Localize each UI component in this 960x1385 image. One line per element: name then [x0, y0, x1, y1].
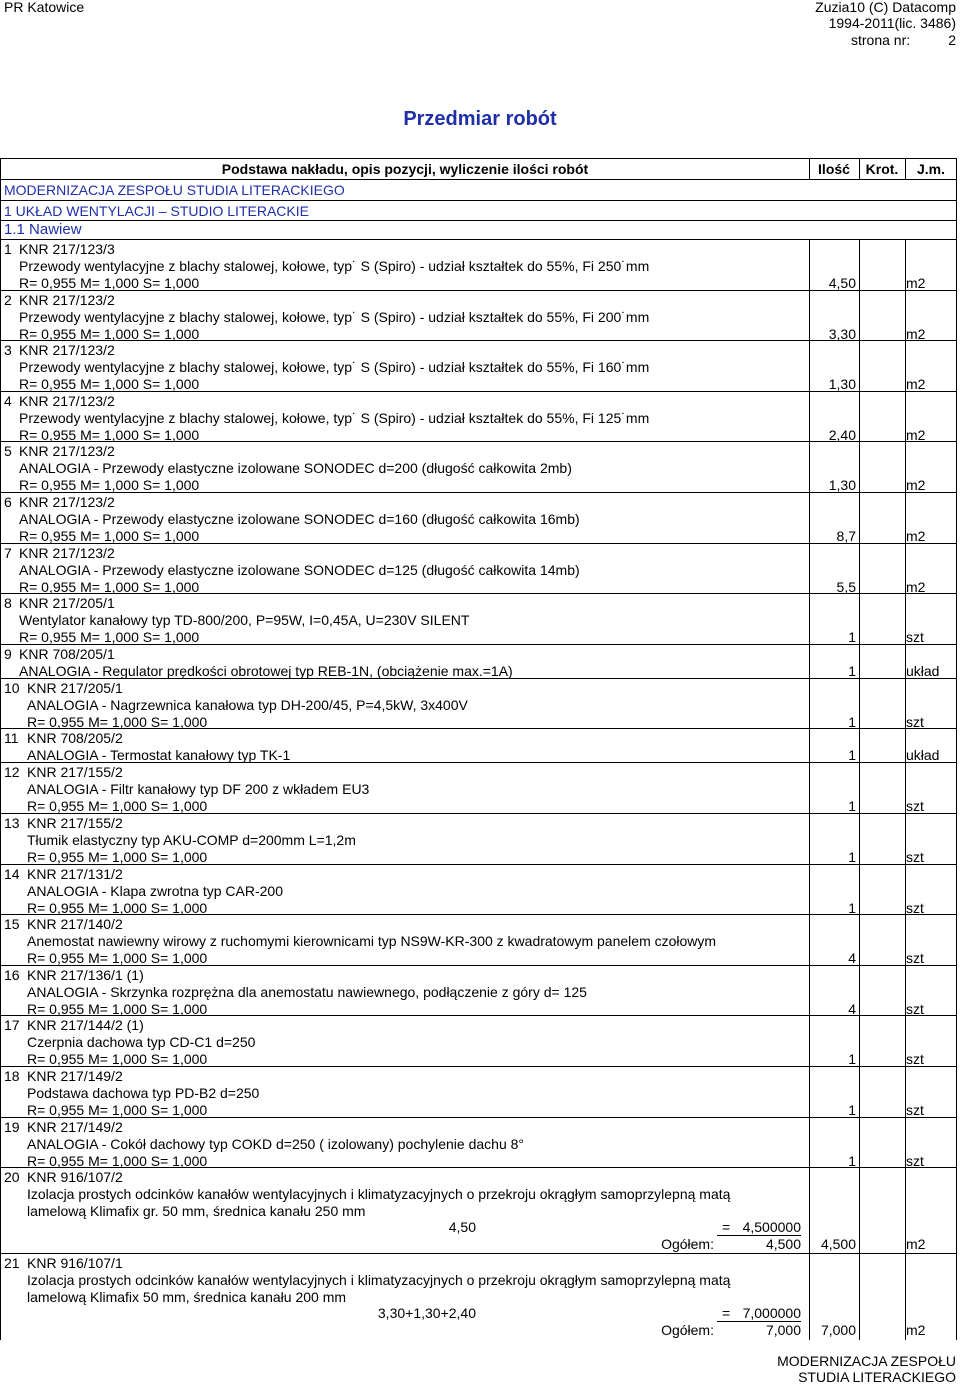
item-number: 15: [4, 916, 20, 933]
item-quantity: 1: [848, 1051, 856, 1068]
item-description: ANALOGIA - Przewody elastyczne izolowane SONODEC d=125 (długość całkowita 14mb): [19, 561, 580, 578]
item-quantity: 4,50: [828, 275, 856, 291]
item-number: 21: [4, 1255, 20, 1272]
software-name: Zuzia10 (C) Datacomp: [815, 0, 956, 15]
section-name: 1 UKŁAD WENTYLACJI – STUDIO LITERACKIE: [4, 203, 309, 219]
item-knr-code: KNR 217/123/2: [19, 544, 115, 561]
table-row: [1, 865, 956, 916]
item-quantity: 4: [848, 1000, 856, 1017]
table-row: [1, 392, 956, 443]
total-label: Ogółem:: [661, 1236, 714, 1253]
item-knr-code: KNR 217/123/2: [19, 342, 115, 359]
item-coefficients: R= 0,955 M= 1,000 S= 1,000: [19, 376, 200, 393]
item-quantity: 1: [848, 848, 856, 865]
calc-expression: 3,30+1,30+2,40: [377, 1305, 476, 1322]
page-title: Przedmiar robót: [403, 108, 557, 130]
item-description-cont: lamelową Klimafix 50 mm, średnica kanału 200 mm: [27, 1289, 347, 1306]
item-number: 11: [4, 730, 19, 747]
item-unit: szt: [906, 950, 924, 967]
item-quantity: 5,5: [836, 578, 856, 595]
item-quantity: 4,500: [820, 1236, 856, 1253]
item-knr-code: KNR 217/123/2: [19, 493, 115, 510]
item-description: Przewody wentylacyjne z blachy stalowej, kołowe, typ˙ S (Spiro) - udział kształtek do 55%, Fi 160˙mm: [19, 359, 650, 376]
item-coefficients: R= 0,955 M= 1,000 S= 1,000: [27, 1101, 208, 1118]
item-description: ANALOGIA - Nagrzewnica kanałowa typ DH-200/45, P=4,5kW, 3x400V: [27, 696, 468, 713]
item-knr-code: KNR 217/123/2: [19, 443, 115, 460]
table-row: [1, 915, 956, 966]
item-unit: szt: [906, 1000, 924, 1017]
item-number: 3: [4, 342, 12, 359]
item-quantity: 1: [848, 1152, 856, 1169]
table-row: [1, 544, 956, 595]
item-knr-code: KNR 217/149/2: [27, 1118, 123, 1135]
item-knr-code: KNR 217/149/2: [27, 1067, 123, 1084]
table-row: [1, 729, 956, 763]
item-description: Przewody wentylacyjne z blachy stalowej, kołowe, typ˙ S (Spiro) - udział kształtek do 55%, Fi 250˙mm: [19, 258, 650, 274]
item-description: ANALOGIA - Przewody elastyczne izolowane SONODEC d=160 (długość całkowita 16mb): [19, 510, 580, 527]
item-number: 6: [4, 493, 12, 510]
item-number: 7: [4, 544, 12, 561]
item-number: 8: [4, 595, 12, 612]
item-coefficients: R= 0,955 M= 1,000 S= 1,000: [27, 950, 208, 967]
item-quantity: 8,7: [836, 527, 856, 544]
item-number: 20: [4, 1169, 20, 1186]
item-knr-code: KNR 217/140/2: [27, 916, 123, 933]
subsection-row: [1, 221, 956, 240]
table-row: [1, 1254, 956, 1340]
item-unit: m2: [906, 325, 926, 342]
table-row: [1, 291, 956, 342]
item-quantity: 2,40: [828, 426, 856, 443]
item-unit: szt: [906, 629, 924, 646]
item-description: ANALOGIA - Klapa zwrotna typ CAR-200: [27, 882, 283, 899]
project-name: MODERNIZACJA ZESPOŁU STUDIA LITERACKIEGO: [4, 182, 345, 198]
item-number: 5: [4, 443, 12, 460]
item-description: ANALOGIA - Przewody elastyczne izolowane SONODEC d=200 (długość całkowita 2mb): [19, 460, 572, 477]
item-description: ANALOGIA - Termostat kanałowy typ TK-1: [27, 747, 291, 764]
item-knr-code: KNR 708/205/2: [27, 730, 123, 747]
item-unit: szt: [906, 848, 924, 865]
item-number: 2: [4, 291, 12, 308]
footer-line-1: MODERNIZACJA ZESPOŁU: [777, 1353, 956, 1369]
item-description-cont: lamelową Klimafix gr. 50 mm, średnica kanału 250 mm: [27, 1203, 366, 1220]
header-unit: J.m.: [916, 161, 945, 177]
header-krot: Krot.: [865, 161, 899, 177]
table-row: [1, 679, 956, 730]
item-number: 18: [4, 1067, 20, 1084]
item-coefficients: R= 0,955 M= 1,000 S= 1,000: [19, 629, 200, 646]
total-label: Ogółem:: [661, 1322, 714, 1339]
item-description: ANALOGIA - Filtr kanałowy typ DF 200 z wkładem EU3: [27, 781, 370, 798]
item-quantity: 1: [848, 747, 856, 764]
item-number: 17: [4, 1017, 20, 1034]
item-number: 1: [4, 241, 12, 257]
item-number: 14: [4, 865, 20, 882]
item-coefficients: R= 0,955 M= 1,000 S= 1,000: [19, 578, 200, 595]
table-row: [1, 763, 956, 814]
item-description: ANALOGIA - Regulator prędkości obrotowej typ REB-1N, (obciążenie max.=1A): [19, 662, 513, 679]
item-coefficients: R= 0,955 M= 1,000 S= 1,000: [27, 1152, 208, 1169]
item-number: 9: [4, 645, 12, 662]
item-knr-code: KNR 217/144/2 (1): [27, 1017, 144, 1034]
footer-line-2: STUDIA LITERACKIEGO: [798, 1369, 956, 1385]
item-number: 19: [4, 1118, 20, 1135]
table-row: [1, 341, 956, 392]
item-description: Anemostat nawiewny wirowy z ruchomymi kierownicami typ NS9W-KR-300 z kwadratowym panelem czołowym: [27, 933, 717, 950]
item-description: Izolacja prostych odcinków kanałów wentylacyjnych i klimatyzacyjnych o przekroju okrągłym samoprzylepną matą: [27, 1186, 731, 1203]
item-knr-code: KNR 217/205/1: [19, 595, 115, 612]
item-unit: szt: [906, 1152, 924, 1169]
item-coefficients: R= 0,955 M= 1,000 S= 1,000: [27, 798, 208, 815]
item-quantity: 1,30: [828, 376, 856, 393]
item-unit: m2: [906, 578, 926, 595]
item-description: Przewody wentylacyjne z blachy stalowej, kołowe, typ˙ S (Spiro) - udział kształtek do 55%, Fi 200˙mm: [19, 308, 650, 325]
item-knr-code: KNR 217/136/1 (1): [27, 966, 144, 983]
table-row: [1, 1118, 956, 1169]
item-knr-code: KNR 217/123/2: [19, 392, 115, 409]
license-info: 1994-2011(lic. 3486): [828, 15, 956, 31]
table-row: [1, 1168, 956, 1254]
item-coefficients: R= 0,955 M= 1,000 S= 1,000: [19, 426, 200, 443]
item-quantity: 4: [848, 950, 856, 967]
item-quantity: 1: [848, 662, 856, 679]
item-quantity: 1: [848, 1101, 856, 1118]
item-coefficients: R= 0,955 M= 1,000 S= 1,000: [19, 325, 200, 342]
item-coefficients: R= 0,955 M= 1,000 S= 1,000: [27, 848, 208, 865]
item-description: Wentylator kanałowy typ TD-800/200, P=95W, I=0,45A, U=230V SILENT: [19, 612, 470, 629]
page-label: strona nr:: [851, 32, 911, 48]
item-description: Tłumik elastyczny typ AKU-COMP d=200mm L=1,2m: [27, 831, 356, 848]
item-number: 4: [4, 392, 12, 409]
item-quantity: 1,30: [828, 477, 856, 494]
item-coefficients: R= 0,955 M= 1,000 S= 1,000: [19, 527, 200, 544]
header-qty: Ilość: [818, 161, 850, 177]
item-unit: szt: [906, 899, 924, 916]
header-desc: Podstawa nakładu, opis pozycji, wyliczenie ilości robót: [221, 161, 589, 177]
item-quantity: 1: [848, 629, 856, 646]
item-unit: m2: [906, 477, 926, 494]
item-knr-code: KNR 217/155/2: [27, 764, 123, 781]
item-description: ANALOGIA - Cokół dachowy typ COKD d=250 ( izolowany) pochylenie dachu 8°: [27, 1135, 525, 1152]
item-coefficients: R= 0,955 M= 1,000 S= 1,000: [27, 899, 208, 916]
calc-expression: 4,50: [448, 1219, 476, 1236]
page-number: 2: [948, 32, 956, 48]
item-coefficients: R= 0,955 M= 1,000 S= 1,000: [27, 1051, 208, 1068]
item-knr-code: KNR 916/107/2: [27, 1169, 123, 1186]
table-row: [1, 493, 956, 544]
item-description: Przewody wentylacyjne z blachy stalowej, kołowe, typ˙ S (Spiro) - udział kształtek do 55%, Fi 125˙mm: [19, 409, 650, 426]
section-row: [1, 201, 956, 221]
item-coefficients: R= 0,955 M= 1,000 S= 1,000: [27, 1000, 208, 1017]
item-quantity: 3,30: [828, 325, 856, 342]
item-number: 16: [4, 966, 20, 983]
estimate-table: [0, 158, 957, 1340]
item-knr-code: KNR 217/205/1: [27, 679, 123, 696]
item-coefficients: R= 0,955 M= 1,000 S= 1,000: [19, 275, 200, 291]
company-name: PR Katowice: [4, 0, 85, 15]
total-value: 7,000: [765, 1322, 801, 1339]
table-row: [1, 966, 956, 1017]
item-unit: m2: [906, 376, 926, 393]
item-unit: układ: [906, 662, 940, 679]
table-row: [1, 442, 956, 493]
item-description: Podstawa dachowa typ PD-B2 d=250: [27, 1084, 260, 1101]
calc-equals: =: [722, 1305, 731, 1322]
item-unit: m2: [906, 1236, 926, 1253]
item-coefficients: R= 0,955 M= 1,000 S= 1,000: [19, 477, 200, 494]
item-coefficients: R= 0,955 M= 1,000 S= 1,000: [27, 713, 208, 730]
item-knr-code: KNR 217/123/3: [19, 241, 115, 257]
calc-equals: =: [722, 1219, 731, 1236]
table-row: [1, 645, 956, 679]
item-unit: szt: [906, 713, 924, 730]
item-number: 10: [4, 679, 20, 696]
item-unit: m2: [906, 527, 926, 544]
table-row: [1, 240, 956, 291]
item-description: ANALOGIA - Skrzynka rozprężna dla anemostatu nawiewnego, podłączenie z góry d= 125: [27, 983, 587, 1000]
item-number: 12: [4, 764, 20, 781]
item-knr-code: KNR 916/107/1: [27, 1255, 123, 1272]
table-row: [1, 814, 956, 865]
item-knr-code: KNR 217/123/2: [19, 291, 115, 308]
subsection-name: 1.1 Nawiew: [4, 221, 82, 238]
item-unit: m2: [906, 426, 926, 443]
item-knr-code: KNR 708/205/1: [19, 645, 115, 662]
item-quantity: 1: [848, 798, 856, 815]
calc-result: 4,500000: [742, 1219, 801, 1236]
item-unit: m2: [906, 1322, 926, 1339]
item-knr-code: KNR 217/155/2: [27, 814, 123, 831]
table-header-row: [1, 159, 956, 180]
table-row: [1, 594, 956, 645]
calc-result: 7,000000: [742, 1305, 801, 1322]
item-number: 13: [4, 814, 20, 831]
item-knr-code: KNR 217/131/2: [27, 865, 123, 882]
item-description: Czerpnia dachowa typ CD-C1 d=250: [27, 1034, 256, 1051]
item-unit: m2: [906, 275, 926, 291]
item-unit: układ: [906, 747, 940, 764]
table-row: [1, 1067, 956, 1118]
item-description: Izolacja prostych odcinków kanałów wentylacyjnych i klimatyzacyjnych o przekroju okrągłym samoprzylepną matą: [27, 1272, 731, 1289]
item-unit: szt: [906, 1051, 924, 1068]
table-row: [1, 1016, 956, 1067]
item-quantity: 7,000: [820, 1322, 856, 1339]
item-quantity: 1: [848, 899, 856, 916]
item-quantity: 1: [848, 713, 856, 730]
item-unit: szt: [906, 1101, 924, 1118]
item-unit: szt: [906, 798, 924, 815]
project-row: [1, 180, 956, 201]
total-value: 4,500: [765, 1236, 801, 1253]
